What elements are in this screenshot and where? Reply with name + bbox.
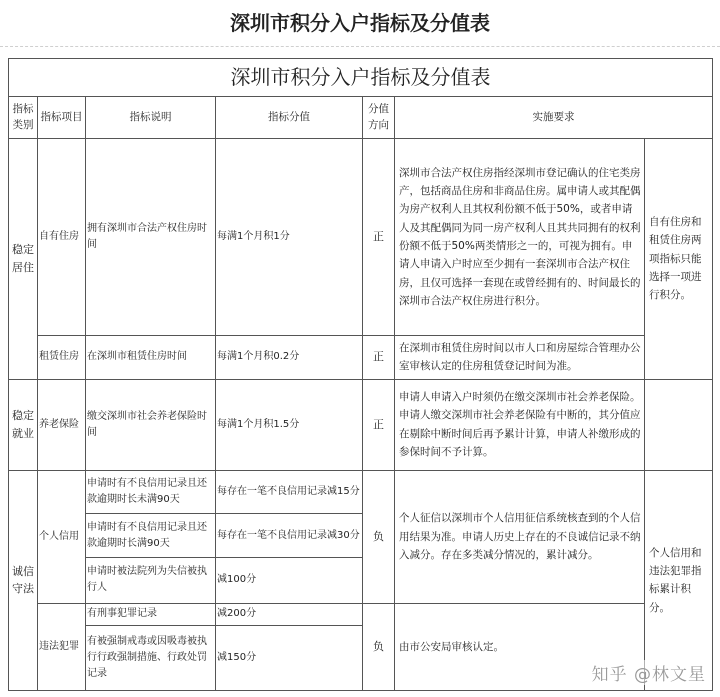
score-crime-2: 减150分	[216, 626, 363, 691]
direction-rent: 正	[363, 335, 395, 379]
points-table	[8, 58, 713, 691]
direction-own-house: 正	[363, 139, 395, 336]
score-credit-1: 每存在一笔不良信用记录减15分	[216, 470, 363, 514]
header-desc: 指标说明	[86, 96, 216, 139]
requirement-pension: 申请人申请入户时须仍在缴交深圳市社会养老保险。申请人缴交深圳市社会养老保险有中断的，其分值应在剔除中断时间后再予累计计算，申请人补缴形成的参保时间不予计算。	[395, 379, 645, 470]
score-crime-1: 减200分	[216, 603, 363, 625]
points-table-container	[8, 58, 712, 691]
category-integrity: 诚信守法	[9, 470, 38, 690]
score-rent: 每满1个月积0.2分	[216, 335, 363, 379]
item-pension: 养老保险	[38, 379, 86, 470]
item-credit: 个人信用	[38, 470, 86, 603]
category-stable-living: 稳定居住	[9, 139, 38, 379]
score-own-house: 每满1个月积1分	[216, 139, 363, 336]
direction-credit: 负	[363, 470, 395, 603]
desc-credit-2: 申请时有不良信用记录且还款逾期时长满90天	[86, 514, 216, 558]
header-category: 指标类别	[9, 96, 38, 139]
empty-note-cell	[645, 379, 713, 470]
category-stable-employment: 稳定就业	[9, 379, 38, 470]
desc-credit-3: 申请时被法院列为失信被执行人	[86, 558, 216, 604]
score-credit-3: 减100分	[216, 558, 363, 604]
requirement-rent: 在深圳市租赁住房时间以市人口和房屋综合管理办公室审核认定的住房租赁登记时间为准。	[395, 335, 645, 379]
requirement-crime: 由市公安局审核认定。	[395, 603, 645, 690]
score-credit-2: 每存在一笔不良信用记录减30分	[216, 514, 363, 558]
requirement-own-house: 深圳市合法产权住房指经深圳市登记确认的住宅类房产，包括商品住房和非商品住房。属申请人或其配偶为房产权利人且其权利份额不低于50%，或者申请人及其配偶同为同一房产权利人且其共同拥有的权利份额不低于50%两类情形之一的，可视为拥有。申请人申请入户时应至少拥有一套深圳市合法产权住房，且仅可选择一套现在或曾经拥有的、时间最长的深圳市合法产权住房进行积分。	[395, 139, 645, 336]
desc-rent: 在深圳市租赁住房时间	[86, 335, 216, 379]
requirement-credit: 个人征信以深圳市个人信用征信系统核查到的个人信用结果为准。申请人历史上存在的不良诚信记录不纳入减分。存在多类减分情况的，累计减分。	[395, 470, 645, 603]
item-crime: 违法犯罪	[38, 603, 86, 690]
header-requirement: 实施要求	[395, 96, 713, 139]
table-title: 深圳市积分入户指标及分值表	[9, 59, 713, 97]
title-divider	[0, 46, 720, 47]
watermark: 知乎 @林文星	[592, 660, 706, 685]
desc-pension: 缴交深圳市社会养老保险时间	[86, 379, 216, 470]
note-housing: 自有住房和租赁住房两项指标只能选择一项进行积分。	[645, 139, 713, 379]
score-pension: 每满1个月积1.5分	[216, 379, 363, 470]
desc-credit-1: 申请时有不良信用记录且还款逾期时长未满90天	[86, 470, 216, 514]
desc-crime-2: 有被强制戒毒或因吸毒被执行行政强制措施、行政处罚记录	[86, 626, 216, 691]
desc-own-house: 拥有深圳市合法产权住房时间	[86, 139, 216, 336]
header-direction: 分值方向	[363, 96, 395, 139]
header-score: 指标分值	[216, 96, 363, 139]
page-title: 深圳市积分入户指标及分值表	[230, 11, 490, 35]
item-rent: 租赁住房	[38, 335, 86, 379]
direction-pension: 正	[363, 379, 395, 470]
item-own-house: 自有住房	[38, 139, 86, 336]
desc-crime-1: 有刑事犯罪记录	[86, 603, 216, 625]
header-item: 指标项目	[38, 96, 86, 139]
direction-crime: 负	[363, 603, 395, 690]
note-integrity: 个人信用和违法犯罪指标累计积分。	[645, 470, 713, 690]
